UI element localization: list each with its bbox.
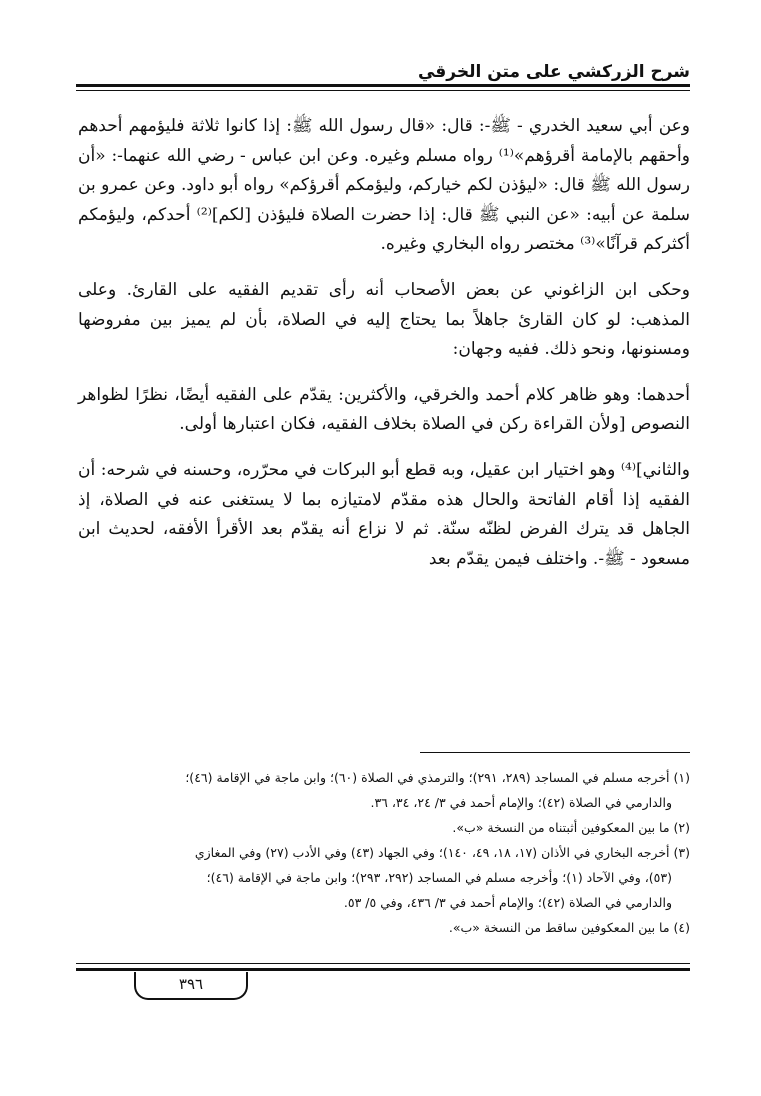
footnote-line: والدارمي في الصلاة (٤٢)؛ والإمام أحمد في ٣/ ٤٣٦، وفي ٥/ ٥٣.: [343, 895, 672, 910]
footnote-separator: [420, 752, 690, 753]
main-text: [78, 112, 690, 574]
paragraph: وعن أبي سعيد الخدري - ﷺ-: قال: «قال رسول الله ﷺ: إذا كانوا ثلاثة فليؤمهم أحدهم وأحقهم بالإمامة أقرؤهم»⁽¹⁾ رواه مسلم وغيره. وعن ابن عباس - رضي الله عنهما-: «أن رسول الله ﷺ قال: «ليؤذن لكم خياركم، وليؤمكم أقرؤكم» رواه أبو داود. وعن عمرو بن سلمة عن أبيه: «عن النبي ﷺ قال: إذا حضرت الصلاة فليؤذن [لكم]⁽²⁾ أحدكم، وليؤمكم أكثركم قرآنًا»⁽³⁾ مختصر رواه البخاري وغيره.: [78, 116, 690, 255]
paragraph: وحكى ابن الزاغوني عن بعض الأصحاب أنه رأى تقديم الفقيه على القارئ. وعلى المذهب: لو كان القارئ جاهلاً بما يحتاج إليه في الصلاة، بأن لم يميز بين مفروضها ومسنونها، ونحو ذلك. ففيه وجهان:: [78, 279, 690, 360]
footnote-line: (١) أخرجه مسلم في المساجد (٢٨٩، ٢٩١)؛ والترمذي في الصلاة (٦٠)؛ وابن ماجة في الإقامة (٤٦)؛: [185, 770, 690, 785]
footnote-line: (٥٣)، وفي الآحاد (١)؛ وأخرجه مسلم في المساجد (٢٩٢، ٢٩٣)؛ وابن ماجة في الإقامة (٤٦)؛: [206, 870, 672, 885]
footnote-line: (٢) ما بين المعكوفين أثبتناه من النسخة «ب».: [452, 820, 690, 835]
header-rule-thin: [76, 90, 690, 91]
footer-rule-thin: [76, 963, 690, 964]
footnote-line: والدارمي في الصلاة (٤٢)؛ والإمام أحمد في ٣/ ٢٤، ٣٤، ٣٦.: [370, 795, 672, 810]
running-header: [76, 60, 690, 100]
footnote-line: (٣) أخرجه البخاري في الأذان (١٧، ١٨، ٤٩، ١٤٠)؛ وفي الجهاد (٤٣) وفي الأدب (٢٧) وفي المغازي: [194, 845, 690, 860]
footnotes: [78, 765, 690, 940]
footnote-line: (٤) ما بين المعكوفين ساقط من النسخة «ب».: [448, 920, 690, 935]
footer-rule-thick: [76, 968, 690, 971]
page-number: ٣٩٦: [134, 972, 248, 1000]
header-title: شرح الزركشي على متن الخرقي: [408, 62, 690, 82]
paragraph: أحدهما: وهو ظاهر كلام أحمد والخرقي، والأكثرين: يقدّم على الفقيه أيضًا، نظرًا لظواهر النصوص [ولأن القراءة ركن في الصلاة بخلاف الفقيه، فكان اعتبارها أولى.: [78, 384, 690, 435]
paragraph: والثاني]⁽⁴⁾ وهو اختيار ابن عقيل، وبه قطع أبو البركات في محرّره، وحسنه في شرحه: أن الفقيه إذا أقام الفاتحة والحال هذه مقدّم لامتيازه بما لا يستغنى عنه في الصلاة، إذ الجاهل قد يترك الفرض لظنّه سنّة. ثم لا نزاع أنه يقدّم بعد الأقرأ الأفقه، لحديث ابن مسعود - ﷺ-. واختلف فيمن يقدّم بعد: [78, 459, 690, 569]
header-rule-thick: [76, 84, 690, 87]
